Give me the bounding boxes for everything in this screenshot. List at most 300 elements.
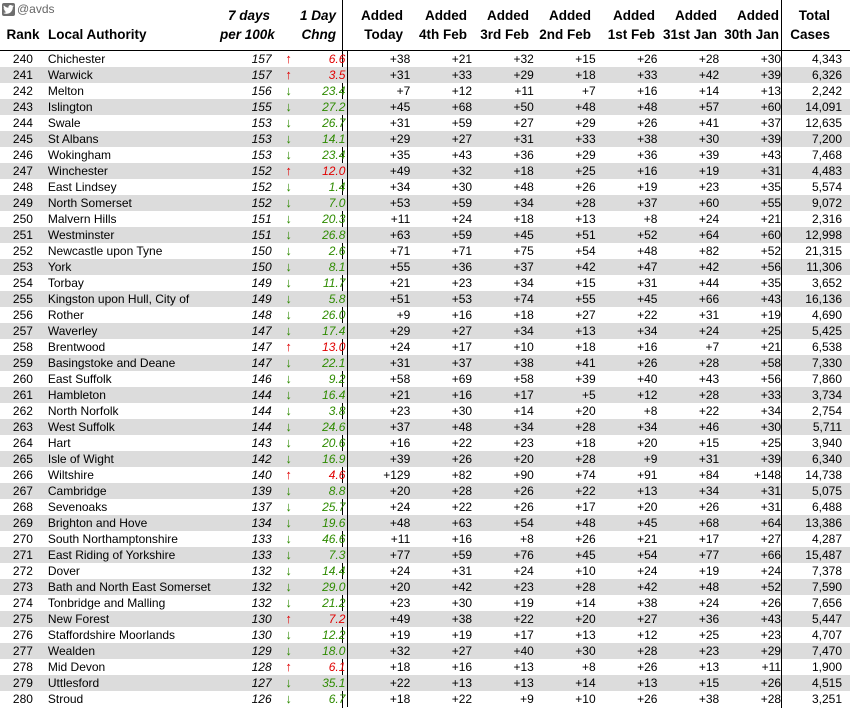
added-30th-jan-cell: +52 [719, 579, 781, 595]
table-row [0, 291, 850, 307]
added-3rd-feb-cell: +76 [472, 547, 534, 563]
day-change-cell: 27.2 [304, 99, 348, 115]
rank-cell: 240 [12, 52, 33, 66]
rank-cell: 256 [12, 308, 33, 322]
total-cases-cell: 6,340 [782, 451, 850, 467]
added-today-cell: +49 [348, 163, 410, 179]
added-4th-feb-cell: +27 [410, 323, 472, 339]
added-3rd-feb-cell: +20 [472, 451, 534, 467]
local-authority-cell: New Forest [46, 611, 228, 627]
header-rank: Rank [6, 27, 40, 42]
trend-arrow [272, 435, 304, 451]
added-2nd-feb-cell: +54 [575, 244, 596, 258]
local-authority-cell: Bath and North East Somerset [46, 579, 228, 595]
total-cases-cell: 11,306 [782, 259, 850, 275]
header-rate: 7 days per 100k [220, 8, 275, 42]
added-today-cell: +18 [348, 691, 410, 707]
total-cases-cell: 1,900 [782, 659, 850, 675]
rank-cell: 263 [0, 419, 46, 435]
total-cases-cell: 5,574 [782, 179, 850, 195]
down-arrow-icon: ↓ [285, 675, 292, 690]
added-4th-feb-cell: +32 [410, 163, 472, 179]
added-today-cell: +19 [348, 627, 410, 643]
total-cases-cell: 6,538 [782, 339, 850, 355]
day-change-cell: 16.4 [304, 387, 348, 403]
added-2nd-feb-cell: +13 [534, 323, 596, 339]
local-authority-cell: Westminster [46, 227, 228, 243]
rate-cell: 152 [228, 163, 272, 179]
table-row [0, 67, 850, 83]
added-2nd-feb-cell: +33 [534, 131, 596, 147]
total-cases-cell: 3,940 [782, 435, 850, 451]
added-31st-jan-cell: +77 [657, 547, 719, 563]
added-1st-feb-cell: +45 [596, 291, 658, 307]
added-3rd-feb-cell: +40 [472, 643, 534, 659]
rate-cell: 144 [251, 404, 272, 418]
up-arrow-icon: ↑ [285, 467, 292, 482]
rank-cell: 251 [0, 227, 46, 243]
trend-arrow [272, 659, 304, 675]
added-31st-jan-cell: +24 [657, 323, 719, 339]
local-authority-cell: Islington [46, 99, 228, 115]
added-31st-jan-cell: +68 [657, 515, 719, 531]
added-1st-feb-cell: +26 [637, 660, 658, 674]
total-cases-cell: 2,242 [782, 83, 850, 99]
rate-cell: 127 [228, 675, 272, 691]
rate-cell: 126 [251, 692, 272, 706]
day-change-cell: 12.0 [304, 163, 348, 179]
added-31st-jan-cell: +28 [657, 355, 719, 371]
rank-cell: 242 [12, 84, 33, 98]
local-authority-cell: Brentwood [47, 340, 106, 354]
rank-cell: 272 [12, 564, 33, 578]
rank-cell: 266 [12, 468, 33, 482]
added-4th-feb-cell: +53 [410, 291, 472, 307]
added-31st-jan-cell: +34 [657, 483, 719, 499]
added-31st-jan-cell: +15 [657, 675, 719, 691]
rate-cell: 151 [228, 227, 272, 243]
rate-cell: 147 [251, 340, 272, 354]
day-change-cell: 21.2 [322, 596, 346, 610]
down-arrow-icon: ↓ [285, 387, 292, 402]
down-arrow-icon: ↓ [285, 291, 292, 306]
down-arrow-icon: ↓ [285, 691, 292, 706]
day-change-cell: 3.8 [328, 404, 346, 418]
local-authority-cell: Wealden [46, 643, 228, 659]
day-change-cell: 12.2 [322, 628, 346, 642]
trend-arrow [272, 259, 304, 275]
rate-cell: 134 [228, 515, 272, 531]
added-4th-feb-cell: +13 [410, 675, 472, 691]
added-2nd-feb-cell: +18 [534, 67, 596, 83]
added-4th-feb-cell: +16 [451, 308, 473, 322]
rate-cell: 147 [228, 355, 272, 371]
added-today-cell: +21 [348, 387, 410, 403]
added-today-cell: +35 [348, 147, 410, 163]
rate-cell: 157 [228, 67, 272, 83]
added-4th-feb-cell: +69 [451, 372, 473, 386]
added-30th-jan-cell: +31 [719, 483, 781, 499]
added-3rd-feb-cell: +8 [520, 532, 534, 546]
local-authority-cell: Chichester [47, 52, 106, 66]
added-4th-feb-cell: +68 [410, 99, 472, 115]
rate-cell: 137 [251, 500, 272, 514]
added-3rd-feb-cell: +17 [472, 387, 534, 403]
added-30th-jan-cell: +56 [760, 372, 782, 386]
added-2nd-feb-cell: +7 [581, 84, 596, 98]
trend-arrow [272, 371, 304, 387]
added-3rd-feb-cell: +34 [472, 195, 534, 211]
added-1st-feb-cell: +16 [637, 340, 658, 354]
table-row [0, 643, 850, 659]
total-cases-cell: 3,251 [782, 691, 850, 707]
rate-cell: 146 [251, 372, 272, 386]
added-2nd-feb-cell: +42 [534, 259, 596, 275]
trend-arrow [272, 627, 304, 643]
total-cases-cell: 14,738 [782, 467, 850, 483]
added-30th-jan-cell: +39 [719, 451, 781, 467]
added-4th-feb-cell: +59 [410, 227, 472, 243]
added-31st-jan-cell: +24 [698, 596, 720, 610]
added-today-cell: +31 [348, 67, 410, 83]
local-authority-cell: Dover [47, 564, 80, 578]
trend-arrow [272, 499, 304, 515]
rank-cell: 245 [0, 131, 46, 147]
trend-arrow [272, 611, 304, 627]
added-3rd-feb-cell: +31 [472, 131, 534, 147]
added-4th-feb-cell: +38 [410, 611, 472, 627]
local-authority-cell: Isle of Wight [46, 451, 228, 467]
local-authority-cell: North Somerset [46, 195, 228, 211]
down-arrow-icon: ↓ [285, 483, 292, 498]
local-authority-cell: Kingston upon Hull, City of [46, 291, 228, 307]
added-1st-feb-cell: +20 [637, 436, 658, 450]
added-3rd-feb-cell: +23 [472, 579, 534, 595]
added-1st-feb-cell: +91 [637, 468, 658, 482]
added-1st-feb-cell: +26 [637, 52, 658, 66]
added-3rd-feb-cell: +34 [472, 323, 534, 339]
added-31st-jan-cell: +22 [698, 404, 720, 418]
added-4th-feb-cell: +43 [451, 148, 473, 162]
total-cases-cell: 7,468 [782, 147, 850, 163]
trend-arrow [272, 275, 304, 291]
rate-cell: 149 [251, 276, 272, 290]
handle-text: @avds [17, 2, 55, 16]
added-2nd-feb-cell: +28 [534, 579, 596, 595]
day-change-cell: 2.6 [328, 244, 346, 258]
trend-arrow [272, 387, 304, 403]
table-row [0, 307, 850, 323]
added-31st-jan-cell: +23 [657, 643, 719, 659]
added-31st-jan-cell: +38 [698, 692, 720, 706]
added-today-cell: +24 [348, 499, 410, 515]
total-cases-cell: 13,386 [782, 515, 850, 531]
local-authority-cell: South Northamptonshire [47, 532, 178, 546]
added-2nd-feb-cell: +8 [581, 660, 596, 674]
added-4th-feb-cell: +16 [451, 532, 473, 546]
trend-arrow [272, 211, 304, 227]
added-today-cell: +51 [348, 291, 410, 307]
added-3rd-feb-cell: +48 [513, 180, 534, 194]
added-3rd-feb-cell: +34 [472, 419, 534, 435]
table-row [0, 51, 850, 67]
added-today-cell: +11 [348, 531, 410, 547]
local-authority-cell: North Norfolk [47, 404, 119, 418]
added-4th-feb-cell: +37 [410, 355, 472, 371]
added-4th-feb-cell: +24 [451, 212, 473, 226]
added-2nd-feb-cell: +10 [575, 692, 596, 706]
day-change-cell: 20.3 [322, 212, 346, 226]
local-authority-cell: Hambleton [46, 387, 228, 403]
header-added-today: Added Today [361, 8, 403, 42]
added-today-cell: +29 [348, 131, 410, 147]
down-arrow-icon: ↓ [285, 243, 292, 258]
added-3rd-feb-cell: +34 [513, 276, 534, 290]
table-row [0, 483, 850, 499]
added-today-cell: +20 [348, 483, 410, 499]
added-1st-feb-cell: +38 [637, 596, 658, 610]
rank-cell: 247 [0, 163, 46, 179]
added-2nd-feb-cell: +26 [575, 532, 596, 546]
local-authority-cell: Torbay [47, 276, 84, 290]
trend-arrow [272, 163, 304, 179]
table-row [0, 595, 850, 611]
added-2nd-feb-cell: +18 [575, 436, 596, 450]
added-30th-jan-cell: +19 [760, 308, 782, 322]
local-authority-cell: Brighton and Hove [46, 515, 228, 531]
day-change-cell: 25.7 [322, 500, 346, 514]
added-3rd-feb-cell: +26 [513, 500, 534, 514]
header-added-30th-jan: Added 30th Jan [724, 8, 779, 42]
added-today-cell: +22 [348, 675, 410, 691]
rate-cell: 153 [251, 148, 272, 162]
trend-arrow [272, 547, 304, 563]
rate-cell: 132 [251, 564, 272, 578]
added-3rd-feb-cell: +37 [472, 259, 534, 275]
day-change-cell: 9.2 [328, 372, 346, 386]
down-arrow-icon: ↓ [285, 307, 292, 322]
added-30th-jan-cell: +28 [760, 692, 782, 706]
day-change-cell: 14.1 [304, 131, 348, 147]
rank-cell: 253 [0, 259, 46, 275]
total-cases-cell: 21,315 [782, 243, 850, 259]
added-2nd-feb-cell: +28 [534, 419, 596, 435]
trend-arrow [272, 67, 304, 83]
added-3rd-feb-cell: +10 [513, 340, 534, 354]
added-today-cell: +34 [348, 179, 410, 195]
added-4th-feb-cell: +59 [410, 195, 472, 211]
day-change-cell: 6.6 [328, 52, 346, 66]
added-4th-feb-cell: +19 [451, 628, 473, 642]
table-row [0, 259, 850, 275]
day-change-cell: 7.2 [304, 611, 348, 627]
table-row [0, 147, 850, 163]
down-arrow-icon: ↓ [285, 595, 292, 610]
rate-cell: 130 [251, 628, 272, 642]
added-31st-jan-cell: +19 [698, 564, 720, 578]
down-arrow-icon: ↓ [285, 371, 292, 386]
rate-cell: 157 [251, 52, 272, 66]
table-row [0, 99, 850, 115]
rate-cell: 144 [228, 387, 272, 403]
added-2nd-feb-cell: +14 [575, 596, 596, 610]
added-30th-jan-cell: +60 [719, 99, 781, 115]
added-3rd-feb-cell: +50 [472, 99, 534, 115]
rate-cell: 156 [251, 84, 272, 98]
added-30th-jan-cell: +35 [760, 276, 782, 290]
added-30th-jan-cell: +55 [719, 195, 781, 211]
added-1st-feb-cell: +13 [596, 675, 658, 691]
trend-arrow [272, 467, 304, 483]
added-31st-jan-cell: +31 [657, 451, 719, 467]
added-1st-feb-cell: +34 [596, 323, 658, 339]
added-30th-jan-cell: +23 [760, 628, 782, 642]
day-change-cell: 23.4 [322, 84, 346, 98]
added-today-cell: +71 [348, 243, 410, 259]
added-3rd-feb-cell: +18 [513, 308, 534, 322]
table-row [0, 115, 850, 131]
added-1st-feb-cell: +9 [596, 451, 658, 467]
rank-cell: 259 [0, 355, 46, 371]
added-1st-feb-cell: +13 [596, 483, 658, 499]
added-30th-jan-cell: +37 [760, 116, 782, 130]
added-today-cell: +31 [348, 355, 410, 371]
added-30th-jan-cell: +21 [760, 340, 782, 354]
added-2nd-feb-cell: +10 [575, 564, 596, 578]
added-2nd-feb-cell: +45 [534, 547, 596, 563]
table-row [0, 451, 850, 467]
added-31st-jan-cell: +28 [698, 52, 720, 66]
trend-arrow [272, 451, 304, 467]
added-2nd-feb-cell: +41 [534, 355, 596, 371]
added-3rd-feb-cell: +11 [514, 84, 534, 98]
header-day-change: 1 Day Chng [299, 8, 336, 42]
added-31st-jan-cell: +31 [698, 308, 720, 322]
added-2nd-feb-cell: +18 [575, 340, 596, 354]
trend-arrow [272, 691, 304, 707]
local-authority-cell: East Riding of Yorkshire [46, 547, 228, 563]
local-authority-cell: West Suffolk [46, 419, 228, 435]
table-row [0, 83, 850, 99]
local-authority-cell: Waverley [46, 323, 228, 339]
added-30th-jan-cell: +26 [719, 675, 781, 691]
trend-arrow [272, 179, 304, 195]
rank-cell: 277 [0, 643, 46, 659]
added-30th-jan-cell: +52 [760, 244, 782, 258]
rank-cell: 260 [12, 372, 33, 386]
table-row [0, 211, 850, 227]
added-30th-jan-cell: +39 [719, 131, 781, 147]
rank-cell: 250 [12, 212, 33, 226]
added-today-cell: +21 [348, 275, 410, 291]
added-1st-feb-cell: +38 [596, 131, 658, 147]
added-today-cell: +18 [348, 659, 410, 675]
trend-arrow [272, 515, 304, 531]
added-31st-jan-cell: +26 [698, 500, 720, 514]
added-today-cell: +31 [348, 115, 410, 131]
added-3rd-feb-cell: +29 [472, 67, 534, 83]
table-row [0, 419, 850, 435]
trend-arrow [272, 99, 304, 115]
table-row [0, 179, 850, 195]
added-2nd-feb-cell: +29 [575, 148, 596, 162]
table-row [0, 611, 850, 627]
added-1st-feb-cell: +24 [637, 564, 658, 578]
added-4th-feb-cell: +31 [451, 564, 473, 578]
day-change-cell: 23.4 [322, 148, 346, 162]
added-4th-feb-cell: +23 [451, 276, 473, 290]
added-2nd-feb-cell: +15 [575, 52, 596, 66]
table-row [0, 323, 850, 339]
added-4th-feb-cell: +33 [410, 67, 472, 83]
added-30th-jan-cell: +31 [719, 163, 781, 179]
trend-arrow [272, 675, 304, 691]
added-3rd-feb-cell: +74 [472, 291, 534, 307]
rank-cell: 268 [12, 500, 33, 514]
header-added-2nd-feb: Added 2nd Feb [539, 8, 591, 42]
added-4th-feb-cell: +30 [451, 180, 473, 194]
total-cases-cell: 15,487 [782, 547, 850, 563]
added-1st-feb-cell: +27 [596, 611, 658, 627]
day-change-cell: 17.4 [304, 323, 348, 339]
day-change-cell: 19.6 [304, 515, 348, 531]
day-change-cell: 26.8 [304, 227, 348, 243]
added-4th-feb-cell: +36 [410, 259, 472, 275]
added-1st-feb-cell: +22 [637, 308, 658, 322]
added-1st-feb-cell: +26 [596, 355, 658, 371]
added-30th-jan-cell: +39 [719, 67, 781, 83]
added-today-cell: +9 [348, 307, 410, 323]
down-arrow-icon: ↓ [285, 115, 292, 130]
rank-cell: 264 [12, 436, 33, 450]
total-cases-cell: 7,860 [782, 371, 850, 387]
added-2nd-feb-cell: +28 [534, 451, 596, 467]
added-31st-jan-cell: +28 [657, 387, 719, 403]
added-2nd-feb-cell: +17 [575, 500, 596, 514]
added-30th-jan-cell: +56 [719, 259, 781, 275]
table-row [0, 627, 850, 643]
rank-cell: 244 [12, 116, 33, 130]
down-arrow-icon: ↓ [285, 323, 292, 338]
table-row [0, 691, 850, 707]
day-change-cell: 6.1 [328, 660, 346, 674]
added-1st-feb-cell: +40 [637, 372, 658, 386]
added-30th-jan-cell: +35 [760, 180, 782, 194]
day-change-cell: 35.1 [304, 675, 348, 691]
day-change-cell: 8.8 [304, 483, 348, 499]
total-cases-cell: 2,754 [782, 403, 850, 419]
total-cases-cell: 6,488 [782, 499, 850, 515]
added-30th-jan-cell: +27 [760, 532, 782, 546]
trend-arrow [272, 403, 304, 419]
added-3rd-feb-cell: +32 [513, 52, 534, 66]
added-2nd-feb-cell: +29 [575, 116, 596, 130]
added-1st-feb-cell: +8 [643, 404, 658, 418]
added-today-cell: +20 [348, 579, 410, 595]
added-today-cell: +24 [348, 563, 410, 579]
table-row [0, 131, 850, 147]
local-authority-cell: Uttlesford [46, 675, 228, 691]
trend-arrow [272, 355, 304, 371]
added-30th-jan-cell: +30 [760, 52, 782, 66]
rank-cell: 265 [0, 451, 46, 467]
added-1st-feb-cell: +45 [596, 515, 658, 531]
added-31st-jan-cell: +36 [657, 611, 719, 627]
added-4th-feb-cell: +17 [451, 340, 473, 354]
day-change-cell: 13.0 [322, 340, 346, 354]
table-row [0, 339, 850, 355]
down-arrow-icon: ↓ [285, 531, 292, 546]
